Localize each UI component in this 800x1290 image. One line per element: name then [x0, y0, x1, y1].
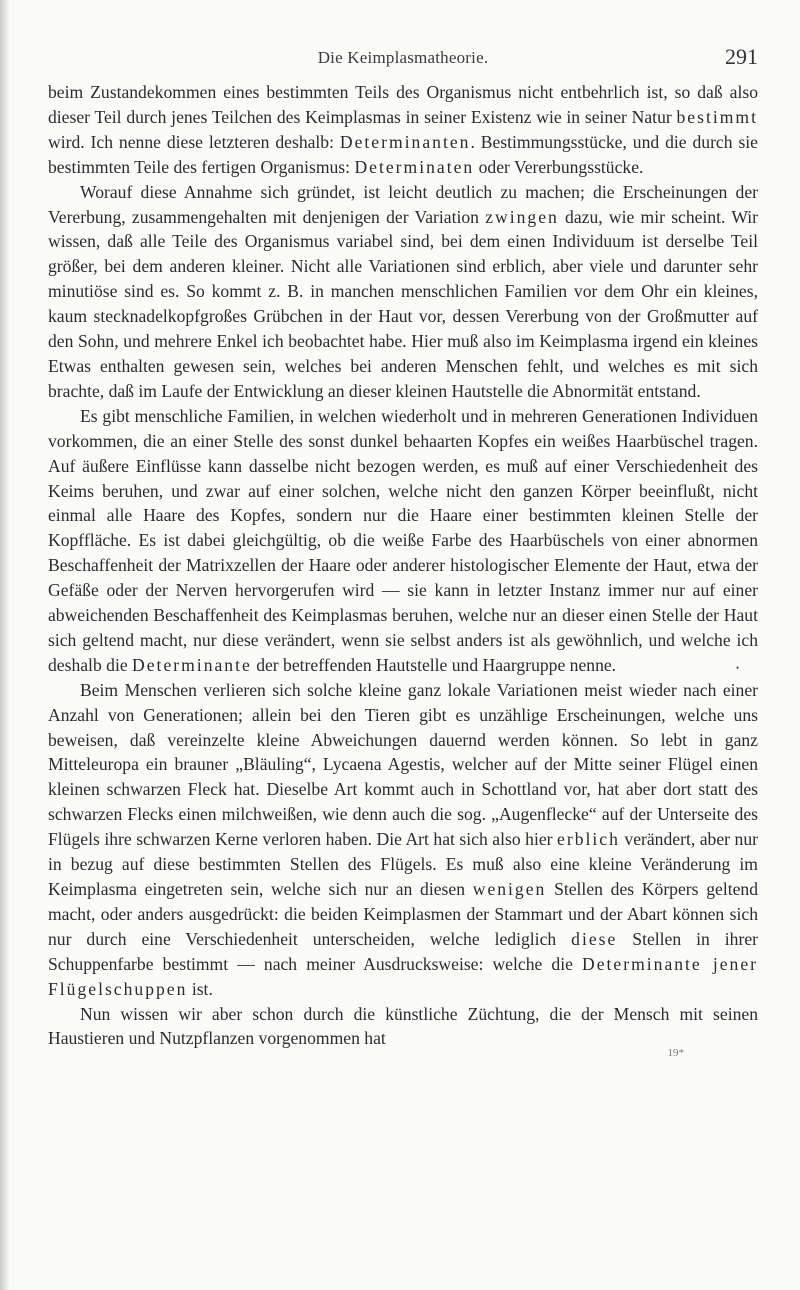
- text-segment: dazu, wie mir scheint. Wir wissen, daß alle Teile des Organismus variabel sind, bei dem einen Individuum ist derselbe Teil größer, bei dem anderen kleiner. Nicht alle Variationen sind erblich, aber viele und darunter sehr minutiöse sind es. So kommt z. B. in manchen menschlichen Familien vor dem Ohr ein kleines, kaum stecknadelkopfgroßes Grübchen in der Haut vor, dessen Vererbung von der Großmutter auf den Sohn, und mehrere Enkel ich beobachtet habe. Hier muß also im Keimplasma irgend ein kleines Etwas enthalten gewesen sein, welches bei anderen Menschen fehlt, und welches es mit sich brachte, daß im Laufe der Entwicklung an dieser kleinen Hautstelle die Abnormität entstand.: [48, 206, 758, 401]
- spaced-emphasis-text: diese: [571, 928, 618, 949]
- spaced-emphasis-text: Determinanten: [339, 131, 471, 152]
- text-segment: oder Vererbungsstücke.: [474, 156, 644, 177]
- text-segment: beim Zustandekommen eines bestimmten Teils des Organismus nicht entbehrlich ist, so daß also dieser Teil durch jenes Teilchen des Keimplasmas in seiner Existenz wie in seiner Natur: [48, 82, 758, 127]
- page-number: 291: [725, 44, 758, 69]
- text-segment: Stellen in ihrer Schuppenfarbe bestimmt — nach meiner Ausdrucksweise: welche die: [48, 928, 758, 974]
- paragraph: [48, 180, 758, 404]
- paragraph: [48, 1002, 758, 1052]
- text-segment: wird. Ich nenne diese letzteren deshalb:: [48, 131, 340, 152]
- spaced-emphasis-text: Determinaten: [354, 156, 475, 177]
- running-title: Die Keimplasmatheorie.: [317, 48, 489, 67]
- spaced-emphasis-text: erblich: [557, 829, 620, 850]
- paragraph: [48, 80, 758, 180]
- text-segment: Worauf diese Annahme sich gründet, ist leicht deutlich zu machen; die Erscheinungen der Vererbung, zusammengehalten mit denjenigen der Variation: [48, 181, 758, 227]
- text-segment: Beim Menschen verlieren sich solche kleine ganz lokale Variationen meist wieder nach einer Anzahl von Generationen; allein bei den Tieren gibt es unzählige Erscheinungen, welche uns beweisen, daß vereinzelte kleine Abweichungen dauernd werden können. So lebt in ganz Mitteleuropa ein brauner „Bläuling“, Lycaena Agestis, welcher auf der Mitte seiner Flügel einen kleinen schwarzen Fleck hat. Dieselbe Art kommt auch in Schottland vor, hat aber dort statt des schwarzen Flecks einen milchweißen, wie denn auch die sog. „Augenflecke“ auf der Unterseite des Flügels ihre schwarzen Kerne verloren haben. Die Art hat sich also hier: [48, 679, 758, 850]
- page-header: [48, 44, 758, 80]
- scan-shadow-edge: [0, 0, 10, 1290]
- spaced-emphasis-text: bestimmt: [676, 106, 758, 127]
- signature-mark: 19*: [667, 1047, 684, 1060]
- book-page: [48, 44, 759, 1060]
- text-segment: . Bestimmungsstücke, und die durch sie bestimmten Teile des fertigen Organismus:: [48, 131, 758, 177]
- spaced-emphasis-text: zwingen: [485, 206, 559, 227]
- text-segment: Nun wissen wir aber schon durch die künstliche Züchtung, die der Mensch mit seinen Haustieren und Nutzpflanzen vorgenommen hat: [48, 1003, 758, 1049]
- paragraph: [48, 678, 758, 1002]
- text-segment: verändert, aber nur in bezug auf diese bestimmten Stellen des Flügels. Es muß also eine kleine Veränderung im Keimplasma eingetreten sein, welche sich nur an diesen: [48, 829, 758, 899]
- text-segment: der betreffenden Hautstelle und Haargruppe nenne.: [251, 654, 617, 675]
- body-text: [48, 80, 758, 1051]
- spaced-emphasis-text: wenigen: [472, 879, 547, 899]
- spaced-emphasis-text: Determinante: [132, 654, 252, 675]
- text-segment: Stellen des Körpers geltend macht, oder anders ausgedrückt: die beiden Keimplasmen der Stammart und der Abart können sich nur durch eine Verschiedenheit unterscheiden, welche lediglich: [48, 879, 758, 949]
- text-segment: Es gibt menschliche Familien, in welchen wiederholt und in mehreren Generationen Individuen vorkommen, die an einer Stelle des sonst dunkel behaarten Kopfes ein weißes Haarbüschel tragen. Auf äußere Einflüsse kann dasselbe nicht bezogen werden, es muß auf einer Verschiedenheit des Keims beruhen, und zwar auf einer solchen, welche nicht den ganzen Körper beeinflußt, nicht einmal alle Haare des Kopfes, sondern nur die Haare einer bestimmten kleinen Stelle der Kopffläche. Es ist dabei gleichgültig, ob die weiße Farbe des Haarbüschels von einer abnormen Beschaffenheit der Matrixzellen der Haare oder anderer histologischer Elemente der Haut, etwa der Gefäße oder der Nerven hervorgerufen wird — sie kann in letzter Instanz immer nur auf einer abweichenden Beschaffenheit des Keimplasmas beruhen, welche nur an dieser einen Stelle der Haut sich geltend macht, nur diese verändert, wenn sie selbst anders ist als gewöhnlich, und welche ich deshalb die: [48, 405, 758, 675]
- paragraph: [48, 404, 758, 678]
- margin-bullet: •: [736, 663, 740, 673]
- spaced-emphasis-text: Determinante jener Flügelschuppen: [48, 953, 759, 999]
- text-segment: ist.: [187, 978, 213, 999]
